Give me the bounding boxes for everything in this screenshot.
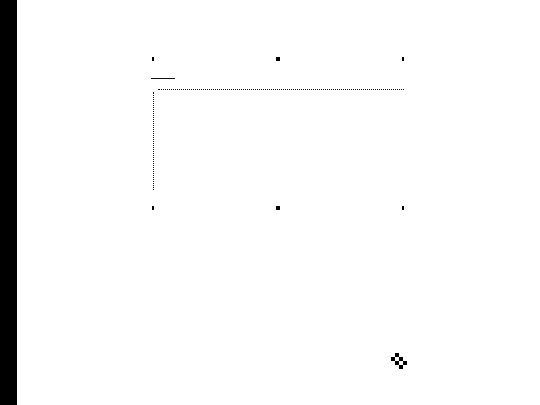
nav-links-secondary <box>152 349 184 353</box>
sidebar-vertical-text <box>1 212 16 382</box>
corner-mark <box>402 57 404 61</box>
pixel-art-icon <box>391 353 407 369</box>
sidebar <box>0 0 17 405</box>
center-mark <box>276 206 280 210</box>
corner-mark <box>402 206 404 210</box>
nav-links <box>152 338 200 342</box>
divider <box>151 78 175 79</box>
center-mark <box>276 57 280 61</box>
entry-border <box>153 92 154 190</box>
corner-mark <box>152 206 154 210</box>
corner-mark <box>152 57 154 61</box>
tag-list <box>160 319 190 325</box>
divider <box>158 89 404 90</box>
